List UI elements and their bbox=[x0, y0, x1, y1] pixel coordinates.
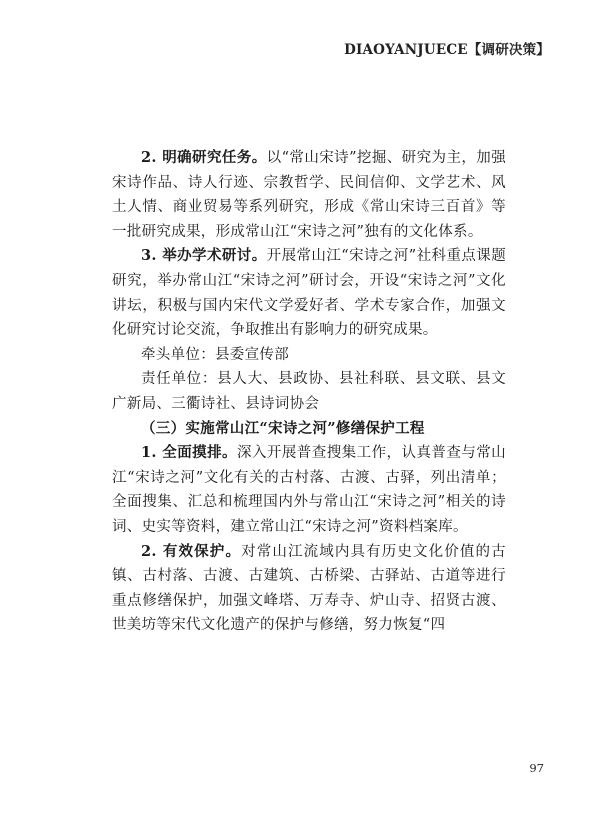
paragraph-academic-seminar bbox=[112, 244, 506, 342]
paragraph-body: 牵头单位：县委宣传部 bbox=[141, 346, 289, 363]
main-content bbox=[112, 146, 506, 638]
paragraph-body: 对常山江流域内具有历史文化价值的古镇、古村落、古渡、古建筑、古桥梁、古驿站、古道等进行重点修缮保护，加强文峰塔、万寿寺、炉山寺、招贤古渡、世美坊等宋代文化遗产的保护与修缮，努力恢复“四 bbox=[112, 543, 506, 634]
paragraph-heading: 1. 全面摸排。 bbox=[141, 444, 237, 462]
paragraph-heading: 3. 举办学术研讨。 bbox=[141, 247, 267, 265]
paragraph-heading: 2. 有效保护。 bbox=[141, 542, 242, 560]
running-header: DIAOYANJUECE【调研决策】 bbox=[344, 42, 550, 58]
paragraph-responsible-units bbox=[112, 367, 506, 416]
paragraph-protection bbox=[112, 540, 506, 638]
paragraph-body: 以“常山宋诗”挖掘、研究为主，加强宋诗作品、诗人行迹、宗教哲学、民间信仰、文学艺术、风土人情、商业贸易等系列研究，形成《常山宋诗三百首》等一批研究成果，形成常山江“宋诗之河”独有的文化体系。 bbox=[112, 150, 506, 240]
paragraph-research-tasks bbox=[112, 146, 506, 244]
paragraph-survey bbox=[112, 441, 506, 539]
paragraph-heading: 2. 明确研究任务。 bbox=[141, 149, 267, 166]
section-title: （三）实施常山江“宋诗之河”修缮保护工程 bbox=[141, 419, 425, 437]
paragraph-body: 开展常山江“宋诗之河”社科重点课题研究，举办常山江“宋诗之河”研讨会，开设“宋诗之河”文化讲坛，积极与国内宋代文学爱好者、学术专家合作，加强文化研究讨论交流，争取推出有影响力的研究成果。 bbox=[112, 248, 506, 339]
paragraph-body: 责任单位：县人大、县政协、县社科联、县文联、县文广新局、三衢诗社、县诗词协会 bbox=[112, 371, 506, 412]
paragraph-lead-unit bbox=[112, 343, 506, 368]
paragraph-body: 深入开展普查搜集工作，认真普查与常山江“宋诗之河”文化有关的古村落、古渡、古驿，列出清单；全面搜集、汇总和梳理国内外与常山江“宋诗之河”相关的诗词、史实等资料，建立常山江“宋诗之河”资料档案库。 bbox=[112, 445, 506, 535]
page-number: 97 bbox=[529, 761, 544, 775]
